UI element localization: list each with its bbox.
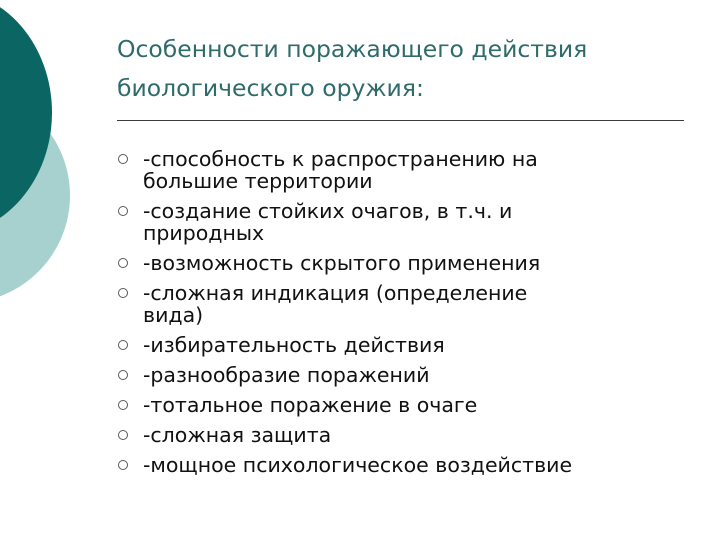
bullet-text-line: природных: [143, 221, 265, 245]
bullet-text-line: большие территории: [143, 169, 373, 193]
list-item: [117, 424, 707, 446]
circle-bullet-icon: [118, 340, 128, 350]
bullet-list: [117, 148, 707, 484]
bullet-text-line: -тотальное поражение в очаге: [143, 393, 478, 417]
bullet-text-line: -возможность скрытого применения: [143, 251, 541, 275]
circle-bullet-icon: [118, 288, 128, 298]
title-line-2: биологического оружия:: [117, 74, 424, 102]
list-item: [117, 252, 707, 274]
list-item: [117, 364, 707, 386]
title-divider: [117, 120, 684, 121]
circle-bullet-icon: [118, 154, 128, 164]
title-line-1: Особенности поражающего действия: [117, 35, 588, 63]
circle-bullet-icon: [118, 460, 128, 470]
slide-title: [117, 30, 707, 108]
bullet-text-line: -мощное психологическое воздействие: [143, 453, 573, 477]
circle-bullet-icon: [118, 430, 128, 440]
list-item: [117, 334, 707, 356]
list-item: [117, 148, 707, 192]
bullet-text-line: -сложная индикация (определение: [143, 281, 528, 305]
circle-bullet-icon: [118, 400, 128, 410]
bullet-text-line: -способность к распространению на: [143, 147, 538, 171]
list-item: [117, 200, 707, 244]
list-item: [117, 454, 707, 476]
bullet-text-line: -сложная защита: [143, 423, 332, 447]
bullet-text-line: -создание стойких очагов, в т.ч. и: [143, 199, 513, 223]
list-item: [117, 394, 707, 416]
circle-bullet-icon: [118, 370, 128, 380]
list-item: [117, 282, 707, 326]
bullet-text-line: -избирательность действия: [143, 333, 445, 357]
circle-bullet-icon: [118, 258, 128, 268]
bullet-text-line: вида): [143, 303, 204, 327]
circle-bullet-icon: [118, 206, 128, 216]
bullet-text-line: -разнообразие поражений: [143, 363, 430, 387]
